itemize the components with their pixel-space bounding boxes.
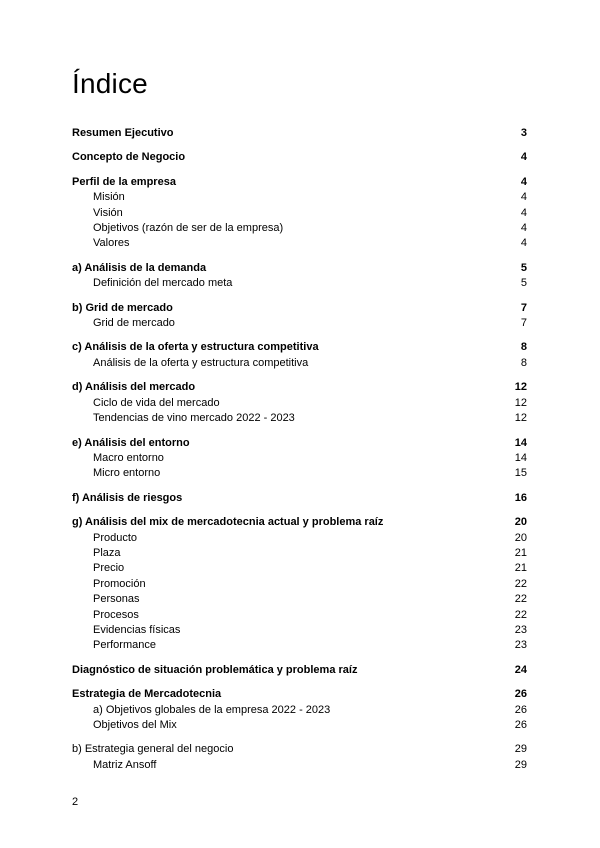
toc-group — [72, 742, 527, 773]
toc-entry-page-number: 26 — [514, 688, 527, 701]
toc-entry-label: Visión — [93, 206, 123, 219]
toc-entry-label: Micro entorno — [93, 467, 161, 480]
toc-entry — [72, 638, 527, 653]
page-title: Índice — [72, 68, 148, 99]
toc-entry-label: Estrategia de Mercadotecnia — [72, 688, 222, 701]
toc-group — [72, 126, 527, 141]
toc-entry — [72, 561, 527, 576]
toc-entry-label: Objetivos (razón de ser de la empresa) — [93, 222, 284, 235]
toc-group — [72, 663, 527, 678]
toc-entry — [72, 742, 527, 757]
toc-entry-page-number: 22 — [514, 577, 527, 590]
toc-entry — [72, 221, 527, 236]
toc-entry-page-number: 12 — [514, 381, 527, 394]
toc-entry-page-number: 26 — [514, 719, 527, 731]
toc-entry-page-number: 7 — [520, 317, 527, 330]
toc-entry-page-number: 12 — [514, 396, 527, 409]
toc-entry — [72, 356, 527, 371]
toc-entry — [72, 380, 527, 395]
toc-entry-label: Misión — [93, 191, 125, 204]
toc-entry — [72, 396, 527, 411]
toc-entry-label: Diagnóstico de situación problemática y problema raíz — [72, 663, 358, 676]
toc-entry — [72, 261, 527, 276]
toc-entry — [72, 703, 527, 718]
toc-entry-label: Tendencias de vino mercado 2022 - 2023 — [93, 412, 295, 425]
toc-entry-page-number: 8 — [520, 341, 527, 354]
toc-entry-page-number: 8 — [520, 356, 527, 369]
toc-entry-page-number: 12 — [514, 412, 527, 425]
toc-entry-label: Promoción — [93, 577, 146, 590]
toc-entry-page-number: 23 — [514, 623, 527, 636]
toc-entry-label: a) Análisis de la demanda — [72, 261, 207, 274]
toc-entry-page-number: 3 — [520, 127, 527, 139]
toc-entry-label: e) Análisis del entorno — [72, 436, 190, 449]
toc-entry — [72, 577, 527, 592]
toc-group — [72, 261, 527, 292]
toc-entry-label: b) Grid de mercado — [72, 301, 173, 314]
toc-group — [72, 687, 527, 733]
toc-entry-label: Ciclo de vida del mercado — [93, 396, 220, 409]
toc-entry-page-number: 22 — [514, 593, 527, 606]
toc-entry — [72, 758, 527, 773]
toc-entry — [72, 340, 527, 355]
toc-entry-page-number: 4 — [520, 206, 527, 219]
toc-entry — [72, 150, 527, 165]
toc-group — [72, 175, 527, 252]
toc-entry — [72, 466, 527, 481]
toc-group — [72, 301, 527, 332]
toc-entry — [72, 515, 527, 530]
toc-entry-label: Valores — [93, 237, 130, 250]
toc-entry-page-number: 4 — [520, 175, 527, 188]
toc-entry-page-number: 21 — [514, 546, 527, 559]
toc-entry-page-number: 5 — [520, 277, 527, 290]
toc-group — [72, 515, 527, 654]
toc-entry-label: g) Análisis del mix de mercadotecnia actual y problema raíz — [72, 516, 384, 529]
toc-entry-page-number: 4 — [520, 191, 527, 204]
toc-entry — [72, 190, 527, 205]
toc-entry-page-number: 29 — [514, 743, 527, 756]
toc-entry-label: Precio — [93, 562, 125, 575]
toc-group — [72, 150, 527, 165]
toc-entry-label: Definición del mercado meta — [93, 277, 233, 290]
toc-entry-label: Objetivos del Mix — [93, 719, 177, 731]
toc-entry-label: Macro entorno — [93, 451, 164, 464]
toc-entry-page-number: 20 — [514, 516, 527, 529]
toc-entry — [72, 546, 527, 561]
toc-entry — [72, 411, 527, 426]
toc-entry — [72, 608, 527, 623]
toc-entry-page-number: 24 — [514, 663, 527, 676]
toc-group — [72, 380, 527, 426]
toc-entry-page-number: 16 — [514, 491, 527, 504]
toc-entry — [72, 206, 527, 221]
toc-entry-label: Plaza — [93, 546, 121, 559]
toc-entry-page-number: 21 — [514, 562, 527, 575]
toc-entry — [72, 491, 527, 506]
toc-entry — [72, 126, 527, 141]
toc-entry-label: Perfil de la empresa — [72, 175, 176, 188]
toc-entry-page-number: 5 — [520, 261, 527, 274]
toc-entry — [72, 592, 527, 607]
toc-entry-label: Resumen Ejecutivo — [72, 127, 174, 139]
toc-entry — [72, 623, 527, 638]
toc-entry-label: Procesos — [93, 608, 139, 621]
footer-page-number: 2 — [72, 796, 79, 808]
toc-entry-label: Concepto de Negocio — [72, 151, 186, 164]
toc-entry — [72, 301, 527, 316]
toc — [72, 126, 527, 782]
toc-entry-page-number: 4 — [520, 222, 527, 235]
toc-entry-label: Personas — [93, 593, 140, 606]
toc-entry-page-number: 7 — [520, 301, 527, 314]
toc-entry-label: Evidencias físicas — [93, 623, 181, 636]
toc-entry-label: c) Análisis de la oferta y estructura competitiva — [72, 341, 319, 354]
toc-entry-label: b) Estrategia general del negocio — [72, 743, 234, 756]
toc-group — [72, 340, 527, 371]
toc-entry-page-number: 23 — [514, 639, 527, 652]
toc-group — [72, 436, 527, 482]
toc-entry — [72, 718, 527, 733]
toc-entry — [72, 276, 527, 291]
toc-entry-page-number: 20 — [514, 531, 527, 544]
toc-entry-page-number: 4 — [520, 237, 527, 250]
toc-entry-page-number: 29 — [514, 758, 527, 771]
toc-entry-label: Matriz Ansoff — [93, 758, 157, 771]
toc-entry-page-number: 4 — [520, 151, 527, 164]
toc-entry-page-number: 26 — [514, 703, 527, 716]
toc-entry — [72, 236, 527, 251]
toc-entry — [72, 436, 527, 451]
toc-entry-page-number: 14 — [514, 436, 527, 449]
toc-entry-page-number: 15 — [514, 467, 527, 480]
toc-entry-label: d) Análisis del mercado — [72, 381, 196, 394]
toc-entry — [72, 316, 527, 331]
toc-entry — [72, 663, 527, 678]
toc-entry-page-number: 22 — [514, 608, 527, 621]
toc-entry-label: Producto — [93, 531, 138, 544]
toc-entry — [72, 687, 527, 702]
toc-entry — [72, 175, 527, 190]
toc-entry-label: Performance — [93, 639, 156, 652]
toc-entry-page-number: 14 — [514, 451, 527, 464]
toc-entry-label: f) Análisis de riesgos — [72, 491, 183, 504]
toc-group — [72, 491, 527, 506]
toc-entry-label: Análisis de la oferta y estructura competitiva — [93, 356, 309, 369]
toc-entry-label: Grid de mercado — [93, 317, 175, 330]
toc-entry — [72, 531, 527, 546]
toc-entry — [72, 451, 527, 466]
toc-entry-label: a) Objetivos globales de la empresa 2022 - 2023 — [93, 703, 331, 716]
